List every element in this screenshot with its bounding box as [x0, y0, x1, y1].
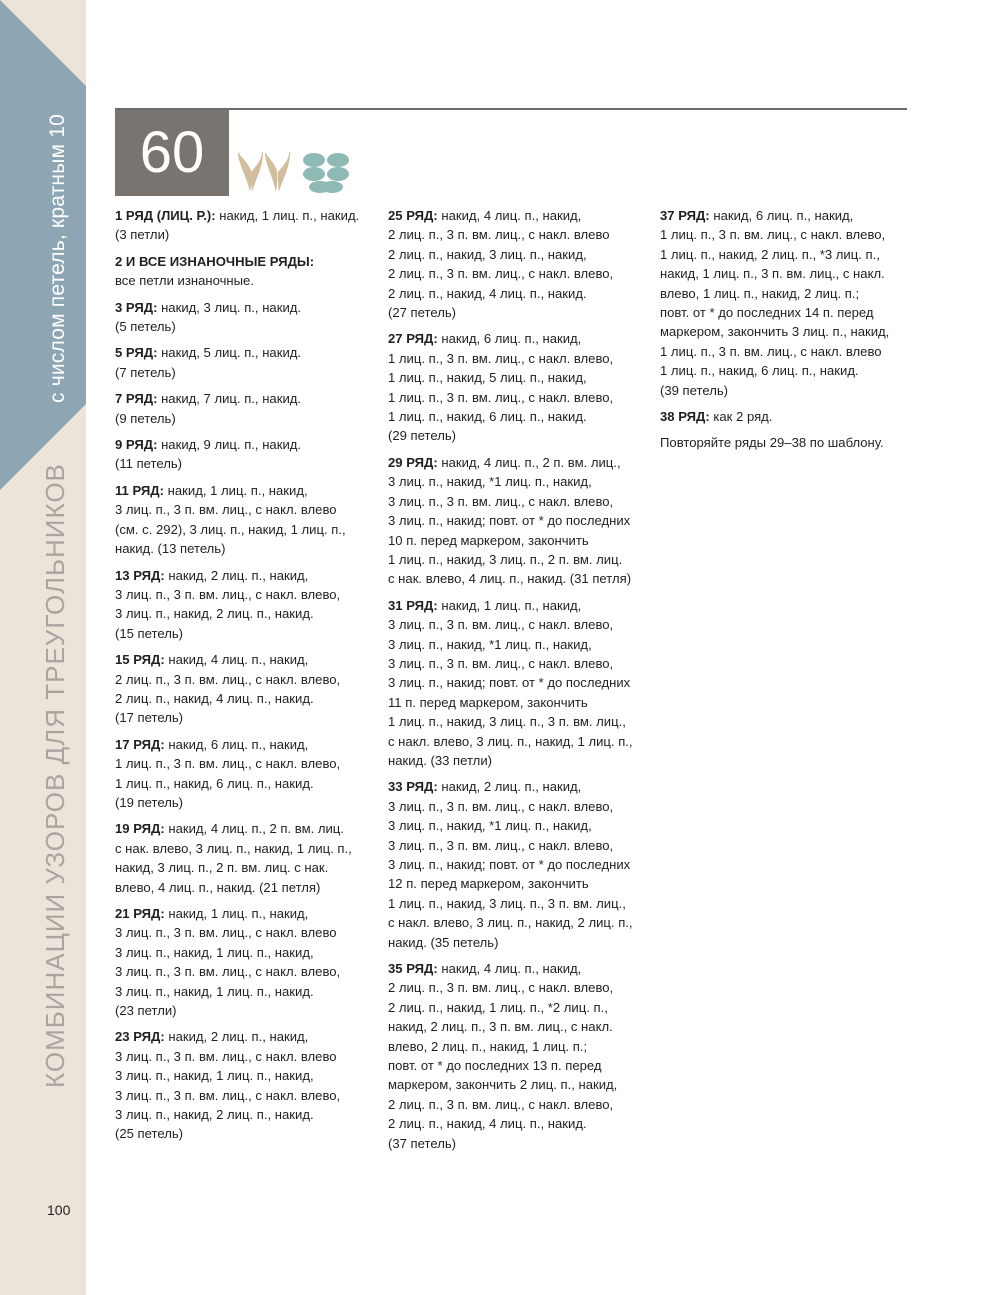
- row-label: 15 РЯД:: [115, 652, 165, 668]
- instruction-line: [388, 349, 650, 368]
- row-label: 37 РЯД:: [660, 208, 710, 223]
- instruction-line: [388, 751, 650, 770]
- instruction-line: [115, 317, 377, 336]
- instruction-text: маркером, закончить 3 лиц. п., накид,: [660, 324, 890, 340]
- instruction-line: [115, 454, 377, 473]
- instruction-text: 1 лиц. п., 3 п. вм. лиц., с накл. влево,: [388, 350, 614, 366]
- instruction-text: накид, 1 лиц. п., 3 п. вм. лиц., с накл.: [660, 266, 885, 282]
- instruction-text: повт. от * до последних 13 п. перед: [388, 1058, 602, 1074]
- instruction-text: накид, 1 лиц. п., накид.: [215, 208, 360, 223]
- instruction-line: [115, 839, 377, 858]
- instruction-line: [388, 978, 650, 997]
- instruction-line: [388, 894, 650, 913]
- row-label: 31 РЯД:: [388, 597, 438, 613]
- instruction-line: [115, 409, 377, 428]
- instruction-text: (5 петель): [115, 319, 176, 335]
- instruction-text: 2 лиц. п., накид, 4 лиц. п., накид.: [115, 690, 314, 706]
- row-instruction: [115, 481, 377, 559]
- instruction-line: [115, 604, 377, 623]
- instruction-line: [115, 298, 377, 317]
- instruction-text: (23 петли): [115, 1003, 177, 1019]
- instruction-text: повт. от * до последних 14 п. перед: [660, 305, 874, 321]
- instruction-text: (см. с. 292), 3 лиц. п., накид, 1 лиц. п.,: [115, 521, 346, 537]
- instruction-line: [388, 913, 650, 932]
- instruction-line: [388, 933, 650, 952]
- instruction-text: с нак. влево, 3 лиц. п., накид, 1 лиц. п.,: [115, 840, 352, 856]
- instructions-column-1: [115, 206, 377, 1151]
- instruction-text: 1 лиц. п., накид, 3 лиц. п., 2 п. вм. лиц.: [388, 551, 623, 567]
- instruction-line: [388, 303, 650, 322]
- instruction-text: 1 лиц. п., накид, 6 лиц. п., накид.: [388, 409, 587, 425]
- instruction-line: [660, 361, 905, 380]
- instruction-text: 3 лиц. п., 3 п. вм. лиц., с накл. влево: [115, 502, 337, 518]
- instruction-line: [115, 904, 377, 923]
- instruction-line: [115, 923, 377, 942]
- instruction-text: 3 лиц. п., накид, *1 лиц. п., накид,: [388, 818, 592, 834]
- instruction-line: [115, 566, 377, 585]
- instruction-line: [660, 264, 905, 283]
- instruction-text: 1 лиц. п., 3 п. вм. лиц., с накл. влево,: [115, 756, 341, 772]
- instruction-text: маркером, закончить 2 лиц. п., накид,: [388, 1077, 618, 1093]
- instruction-line: [388, 797, 650, 816]
- instruction-line: [388, 596, 650, 615]
- instruction-text: 3 лиц. п., 3 п. вм. лиц., с накл. влево,: [388, 837, 614, 853]
- instruction-line: [388, 836, 650, 855]
- instruction-line: [660, 303, 905, 322]
- row-label: 17 РЯД:: [115, 736, 165, 752]
- instruction-line: [660, 433, 905, 452]
- instruction-text: 3 лиц. п., накид, *1 лиц. п., накид,: [388, 474, 592, 490]
- instruction-line: [388, 1017, 650, 1036]
- sidebar-subtitle: с числом петель, кратным 10: [46, 114, 69, 403]
- instruction-text: (3 петли): [115, 227, 170, 243]
- instruction-text: накид, 6 лиц. п., накид,: [437, 331, 582, 347]
- instruction-line: [115, 343, 377, 362]
- instruction-text: накид, 4 лиц. п., накид,: [164, 652, 309, 668]
- instruction-text: накид, 2 лиц. п., накид,: [164, 567, 309, 583]
- instruction-text: (27 петель): [388, 305, 457, 321]
- instruction-text: 3 лиц. п., накид, 2 лиц. п., накид.: [115, 606, 314, 622]
- instruction-text: 2 лиц. п., 3 п. вм. лиц., с накл. влево,: [388, 980, 614, 996]
- row-instruction: [660, 206, 905, 400]
- instruction-text: (15 петель): [115, 625, 184, 641]
- instruction-text: (17 петель): [115, 710, 184, 726]
- instruction-line: [388, 407, 650, 426]
- instruction-text: (25 петель): [115, 1126, 184, 1142]
- instruction-line: [115, 271, 377, 290]
- row-instruction: [115, 1027, 377, 1143]
- instructions-column-2: [388, 206, 650, 1160]
- instruction-line: [115, 774, 377, 793]
- row-label: 2 И ВСЕ ИЗНАНОЧНЫЕ РЯДЫ:: [115, 253, 315, 269]
- instruction-line: [388, 511, 650, 530]
- sidebar-chapter-title: КОМБИНАЦИИ УЗОРОВ ДЛЯ ТРЕУГОЛЬНИКОВ: [40, 463, 70, 1088]
- instruction-text: накид, 3 лиц. п., 2 п. вм. лиц. с нак.: [115, 860, 329, 876]
- row-instruction: [115, 904, 377, 1020]
- instruction-text: накид, 6 лиц. п., накид,: [164, 736, 309, 752]
- instruction-line: [660, 245, 905, 264]
- instruction-line: [115, 389, 377, 408]
- row-instruction: [388, 206, 650, 322]
- instruction-text: 3 лиц. п., 3 п. вм. лиц., с накл. влево,: [388, 493, 614, 509]
- instruction-text: 3 лиц. п., 3 п. вм. лиц., с накл. влево,: [388, 617, 614, 633]
- instruction-text: накид. (35 петель): [388, 934, 499, 950]
- row-instruction: [115, 206, 377, 245]
- instruction-text: 11 п. перед маркером, закончить: [388, 694, 588, 710]
- instruction-text: влево, 4 лиц. п., накид. (21 петля): [115, 879, 321, 895]
- instruction-line: [115, 943, 377, 962]
- instruction-line: [388, 264, 650, 283]
- stitch-icons: [236, 150, 356, 199]
- instruction-line: [660, 206, 905, 225]
- instruction-line: [115, 206, 377, 225]
- row-label: 27 РЯД:: [388, 331, 438, 347]
- instruction-line: [115, 793, 377, 812]
- instruction-text: 12 п. перед маркером, закончить: [388, 876, 589, 892]
- instruction-line: [388, 284, 650, 303]
- instruction-text: 1 лиц. п., накид, 6 лиц. п., накид.: [660, 363, 859, 379]
- instruction-text: 3 лиц. п., 3 п. вм. лиц., с накл. влево: [115, 925, 337, 941]
- instruction-line: [115, 1027, 377, 1046]
- instruction-text: накид, 6 лиц. п., накид,: [709, 208, 854, 223]
- row-instruction: [115, 435, 377, 474]
- row-instruction: [115, 819, 377, 897]
- instruction-text: с накл. влево, 3 лиц. п., накид, 2 лиц. п.,: [388, 915, 633, 931]
- instruction-text: накид. (33 петли): [388, 752, 492, 768]
- instruction-text: накид, 1 лиц. п., накид,: [164, 482, 308, 498]
- instruction-line: [115, 650, 377, 669]
- instruction-line: [115, 878, 377, 897]
- row-label: 33 РЯД:: [388, 779, 438, 795]
- instruction-text: 2 лиц. п., 3 п. вм. лиц., с накл. влево,: [388, 266, 614, 282]
- instruction-line: [388, 1075, 650, 1094]
- instruction-text: все петли изнаночные.: [115, 273, 254, 289]
- row-instruction: [388, 453, 650, 589]
- instruction-line: [660, 381, 905, 400]
- instruction-text: (39 петель): [660, 382, 729, 398]
- row-label: 3 РЯД:: [115, 299, 158, 315]
- sidebar-tab: [0, 0, 86, 490]
- row-instruction: [388, 777, 650, 952]
- row-instruction: [115, 252, 377, 291]
- instruction-line: [388, 998, 650, 1017]
- instruction-line: [115, 624, 377, 643]
- row-instruction: [388, 959, 650, 1153]
- instruction-text: 1 лиц. п., 3 п. вм. лиц., с накл. влево,: [388, 389, 614, 405]
- row-label: 7 РЯД:: [115, 391, 158, 407]
- instruction-text: (29 петель): [388, 428, 457, 444]
- instruction-line: [388, 1095, 650, 1114]
- instruction-line: [660, 284, 905, 303]
- instruction-text: накид, 3 лиц. п., накид.: [157, 299, 302, 315]
- instruction-text: влево, 2 лиц. п., накид, 1 лиц. п.;: [388, 1038, 588, 1054]
- instruction-text: 3 лиц. п., 3 п. вм. лиц., с накл. влево,: [115, 964, 341, 980]
- instruction-line: [115, 1066, 377, 1085]
- instruction-text: накид, 4 лиц. п., накид,: [437, 961, 582, 977]
- instruction-text: 3 лиц. п., накид, 1 лиц. п., накид,: [115, 944, 314, 960]
- instruction-text: 10 п. перед маркером, закончить: [388, 532, 589, 548]
- instruction-line: [115, 1124, 377, 1143]
- row-label: 38 РЯД:: [660, 409, 710, 425]
- instruction-line: [115, 1105, 377, 1124]
- row-instruction: [115, 298, 377, 337]
- instruction-text: (19 петель): [115, 794, 184, 810]
- instruction-line: [388, 615, 650, 634]
- instruction-line: [388, 654, 650, 673]
- instruction-line: [660, 225, 905, 244]
- instruction-text: 1 лиц. п., накид, 3 лиц. п., 3 п. вм. лиц.,: [388, 895, 626, 911]
- instruction-text: 3 лиц. п., 3 п. вм. лиц., с накл. влево,: [115, 1087, 341, 1103]
- instruction-text: накид, 4 лиц. п., накид,: [437, 208, 582, 223]
- instruction-line: [388, 874, 650, 893]
- instruction-line: [115, 708, 377, 727]
- row-label: 23 РЯД:: [115, 1029, 165, 1045]
- row-instruction: [388, 329, 650, 445]
- instruction-text: как 2 ряд.: [709, 409, 773, 425]
- instruction-line: [388, 959, 650, 978]
- instruction-text: 2 лиц. п., 3 п. вм. лиц., с накл. влево,: [115, 671, 341, 687]
- row-label: 11 РЯД:: [115, 482, 164, 498]
- instruction-text: накид, 2 лиц. п., накид,: [164, 1029, 309, 1045]
- instruction-line: [115, 435, 377, 454]
- pattern-number-box: [115, 110, 229, 196]
- instruction-line: [115, 520, 377, 539]
- instruction-text: 1 лиц. п., накид, 6 лиц. п., накид.: [115, 775, 314, 791]
- instruction-text: 1 лиц. п., 3 п. вм. лиц., с накл. влево: [660, 343, 882, 359]
- instruction-line: [388, 569, 650, 588]
- row-label: 9 РЯД:: [115, 437, 158, 453]
- row-instruction: [115, 389, 377, 428]
- instruction-line: [388, 816, 650, 835]
- instruction-line: [660, 342, 905, 361]
- row-instruction: [660, 433, 905, 452]
- instruction-line: [388, 635, 650, 654]
- instruction-line: [115, 819, 377, 838]
- instruction-text: (11 петель): [115, 456, 183, 472]
- instruction-line: [115, 252, 377, 271]
- instruction-text: 3 лиц. п., накид, *1 лиц. п., накид,: [388, 636, 592, 652]
- instruction-text: 3 лиц. п., накид; повт. от * до последних: [388, 513, 631, 529]
- instruction-text: 1 лиц. п., накид, 2 лиц. п., *3 лиц. п.,: [660, 246, 880, 262]
- instruction-text: 3 лиц. п., 3 п. вм. лиц., с накл. влево,: [115, 586, 341, 602]
- instruction-text: 3 лиц. п., 3 п. вм. лиц., с накл. влево,: [388, 655, 614, 671]
- instruction-text: 3 лиц. п., 3 п. вм. лиц., с накл. влево,: [388, 798, 614, 814]
- instruction-text: 2 лиц. п., накид, 1 лиц. п., *2 лиц. п.,: [388, 999, 608, 1015]
- instruction-line: [388, 453, 650, 472]
- instruction-line: [388, 1056, 650, 1075]
- instruction-line: [388, 777, 650, 796]
- instruction-text: (9 петель): [115, 410, 176, 426]
- instruction-text: накид, 9 лиц. п., накид.: [157, 437, 302, 453]
- purl-stitch-icon: [303, 153, 349, 193]
- instruction-text: 2 лиц. п., накид, 3 лиц. п., накид,: [388, 246, 587, 262]
- page-number: 100: [47, 1202, 71, 1218]
- instruction-text: накид. (13 петель): [115, 541, 226, 557]
- instruction-text: (7 петель): [115, 364, 176, 380]
- instruction-text: накид, 7 лиц. п., накид.: [157, 391, 302, 407]
- instruction-text: Повторяйте ряды 29–38 по шаблону.: [660, 435, 884, 451]
- instructions-column-3: [660, 206, 905, 460]
- row-label: 5 РЯД:: [115, 345, 158, 361]
- instruction-line: [388, 225, 650, 244]
- instruction-text: 2 лиц. п., 3 п. вм. лиц., с накл. влево,: [388, 1096, 614, 1112]
- instruction-line: [388, 329, 650, 348]
- instruction-line: [388, 855, 650, 874]
- instruction-text: (37 петель): [388, 1135, 457, 1151]
- instruction-text: 2 лиц. п., накид, 4 лиц. п., накид.: [388, 1116, 587, 1132]
- instruction-text: 1 лиц. п., накид, 5 лиц. п., накид,: [388, 370, 587, 386]
- instruction-text: 3 лиц. п., накид, 1 лиц. п., накид,: [115, 1068, 314, 1084]
- row-label: 19 РЯД:: [115, 821, 165, 837]
- instruction-text: 1 лиц. п., накид, 3 лиц. п., 3 п. вм. лиц.,: [388, 714, 626, 730]
- instruction-line: [388, 388, 650, 407]
- pattern-number: 60: [139, 120, 205, 185]
- instruction-text: накид, 1 лиц. п., накид,: [164, 906, 309, 921]
- row-label: 25 РЯД:: [388, 208, 438, 223]
- row-instruction: [115, 735, 377, 813]
- instruction-line: [115, 982, 377, 1001]
- instruction-text: 2 лиц. п., 3 п. вм. лиц., с накл. влево: [388, 227, 610, 243]
- instruction-line: [388, 712, 650, 731]
- instruction-text: 1 лиц. п., 3 п. вм. лиц., с накл. влево,: [660, 227, 886, 243]
- instruction-line: [388, 426, 650, 445]
- row-instruction: [660, 407, 905, 426]
- instruction-text: накид, 4 лиц. п., 2 п. вм. лиц.,: [437, 454, 621, 470]
- knit-stitch-icon: [238, 152, 290, 192]
- instruction-text: 3 лиц. п., накид; повт. от * до последних: [388, 857, 631, 872]
- instruction-line: [115, 858, 377, 877]
- instruction-line: [115, 735, 377, 754]
- row-label: 35 РЯД:: [388, 961, 438, 977]
- instruction-line: [115, 670, 377, 689]
- row-instruction: [388, 596, 650, 771]
- instruction-text: 3 лиц. п., накид, 2 лиц. п., накид.: [115, 1107, 314, 1123]
- row-label: 29 РЯД:: [388, 454, 438, 470]
- row-instruction: [115, 650, 377, 728]
- instruction-line: [388, 531, 650, 550]
- instruction-text: накид, 1 лиц. п., накид,: [437, 597, 582, 613]
- instruction-line: [388, 550, 650, 569]
- instruction-text: накид, 5 лиц. п., накид.: [157, 345, 302, 361]
- instruction-line: [388, 492, 650, 511]
- row-label: 21 РЯД:: [115, 906, 165, 921]
- instruction-line: [115, 754, 377, 773]
- instruction-line: [388, 1114, 650, 1133]
- row-instruction: [115, 566, 377, 644]
- instruction-line: [115, 1001, 377, 1020]
- instruction-text: влево, 1 лиц. п., накид, 2 лиц. п.;: [660, 285, 860, 301]
- instruction-line: [115, 225, 377, 244]
- instruction-text: 3 лиц. п., накид, 1 лиц. п., накид.: [115, 983, 314, 999]
- row-label: 1 РЯД (ЛИЦ. Р.):: [115, 208, 216, 223]
- instruction-line: [115, 962, 377, 981]
- row-label: 13 РЯД:: [115, 567, 165, 583]
- instruction-line: [115, 1047, 377, 1066]
- instruction-line: [388, 206, 650, 225]
- instruction-line: [388, 693, 650, 712]
- instruction-line: [388, 472, 650, 491]
- instruction-text: накид, 2 лиц. п., накид,: [437, 779, 582, 795]
- row-instruction: [115, 343, 377, 382]
- instruction-line: [115, 500, 377, 519]
- header-rule: [115, 108, 907, 110]
- instruction-line: [660, 407, 905, 426]
- instruction-text: 3 лиц. п., 3 п. вм. лиц., с накл. влево: [115, 1048, 337, 1064]
- instruction-line: [115, 363, 377, 382]
- instruction-line: [115, 539, 377, 558]
- instruction-text: накид, 2 лиц. п., 3 п. вм. лиц., с накл.: [388, 1019, 613, 1035]
- instruction-line: [115, 585, 377, 604]
- instruction-text: накид, 4 лиц. п., 2 п. вм. лиц.: [164, 821, 344, 837]
- instruction-line: [115, 481, 377, 500]
- instruction-text: с накл. влево, 3 лиц. п., накид, 1 лиц. п.,: [388, 733, 633, 749]
- instruction-line: [115, 1086, 377, 1105]
- instruction-line: [388, 245, 650, 264]
- instruction-line: [388, 732, 650, 751]
- instruction-text: с нак. влево, 4 лиц. п., накид. (31 петля): [388, 571, 632, 587]
- instruction-line: [660, 322, 905, 341]
- instruction-line: [115, 689, 377, 708]
- instruction-text: 2 лиц. п., накид, 4 лиц. п., накид.: [388, 285, 587, 301]
- instruction-line: [388, 368, 650, 387]
- instruction-text: 3 лиц. п., накид; повт. от * до последних: [388, 675, 631, 691]
- instruction-line: [388, 1134, 650, 1153]
- instruction-line: [388, 1037, 650, 1056]
- instruction-line: [388, 673, 650, 692]
